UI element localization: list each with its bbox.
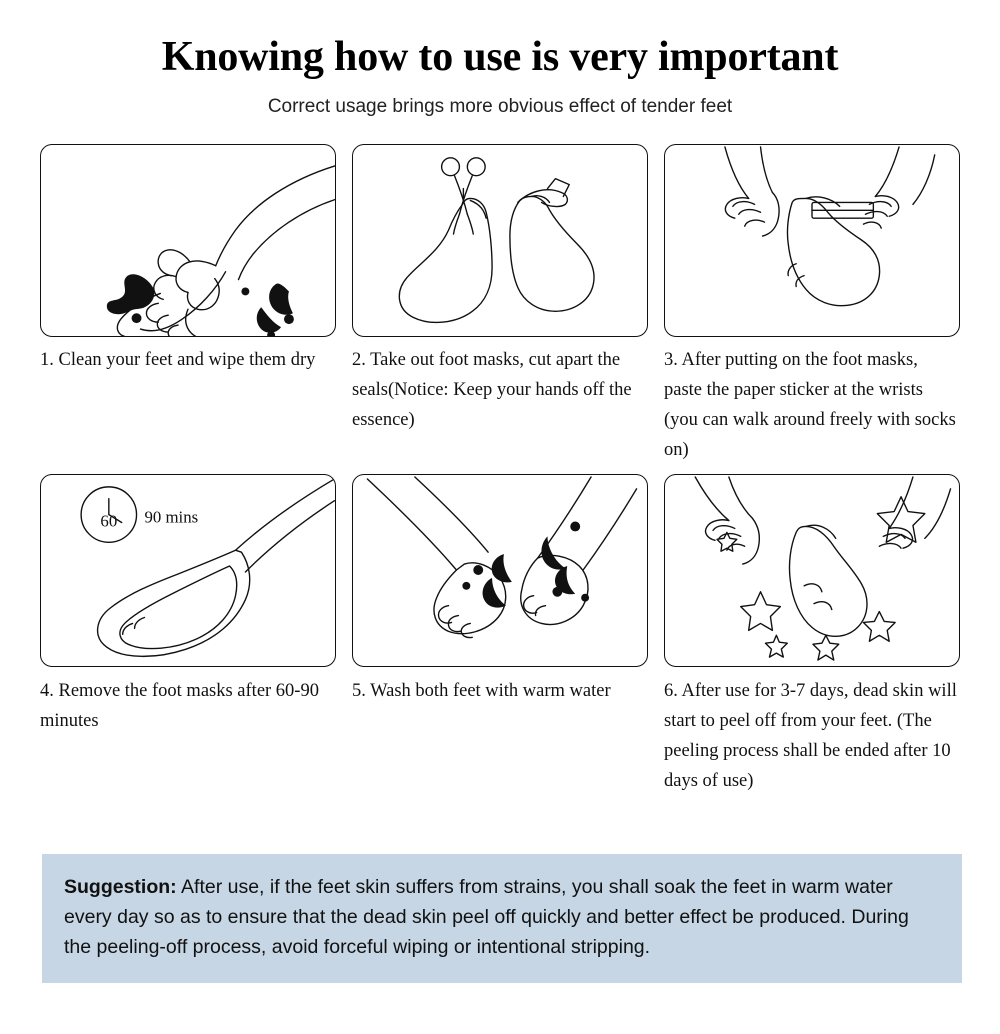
timer-label: 90 mins	[144, 507, 199, 527]
page-subtitle: Correct usage brings more obvious effect of tender feet	[267, 96, 733, 118]
scissors-cutting-mask-icon	[353, 145, 647, 336]
step-card-5	[352, 474, 648, 797]
washing-feet-icon	[353, 475, 647, 666]
suggestion-text: After use, if the feet skin suffers from strains, you shall soak the feet in warm water every day so as to ensure that the dead skin peel off quickly and better effect be produced. During the peeling-off process, avoid forceful wiping or intentional stripping.	[64, 876, 909, 959]
step-card-2	[352, 144, 648, 466]
clock-dial-number: 60	[100, 511, 118, 531]
step-2-caption: 2. Take out foot masks, cut apart the seals(Notice: Keep your hands off the essence)	[352, 350, 632, 431]
step-2-illustration-panel	[352, 144, 648, 337]
step-3-illustration-panel	[664, 144, 960, 337]
step-5-illustration-panel	[352, 474, 648, 667]
peeling-skin-stars-icon	[665, 475, 959, 666]
step-4-illustration-panel	[40, 474, 336, 667]
step-5-caption: 5. Wash both feet with warm water	[352, 681, 611, 702]
step-card-1	[40, 144, 336, 466]
steps-grid	[40, 144, 960, 797]
step-card-3	[664, 144, 960, 466]
step-6-illustration-panel	[664, 474, 960, 667]
step-1-caption: 1. Clean your feet and wipe them dry	[40, 350, 316, 371]
suggestion-box	[42, 854, 962, 983]
step-card-6	[664, 474, 960, 797]
step-1-illustration-panel	[40, 144, 336, 337]
step-4-caption: 4. Remove the foot masks after 60-90 minutes	[40, 681, 319, 732]
clock-foot-mask-icon	[41, 475, 335, 666]
foot-being-wiped-icon	[41, 145, 335, 336]
suggestion-label: Suggestion:	[64, 876, 177, 898]
step-card-4	[40, 474, 336, 797]
page-title: Knowing how to use is very important	[161, 34, 839, 80]
step-3-caption: 3. After putting on the foot masks, paste the paper sticker at the wrists (you can walk around freely with socks on)	[664, 350, 956, 461]
step-6-caption: 6. After use for 3-7 days, dead skin will start to peel off from your feet. (The peeling process shall be ended after 10 days of use)	[664, 681, 957, 791]
instruction-sheet	[0, 34, 1000, 1034]
hands-applying-sticker-icon	[665, 145, 959, 336]
